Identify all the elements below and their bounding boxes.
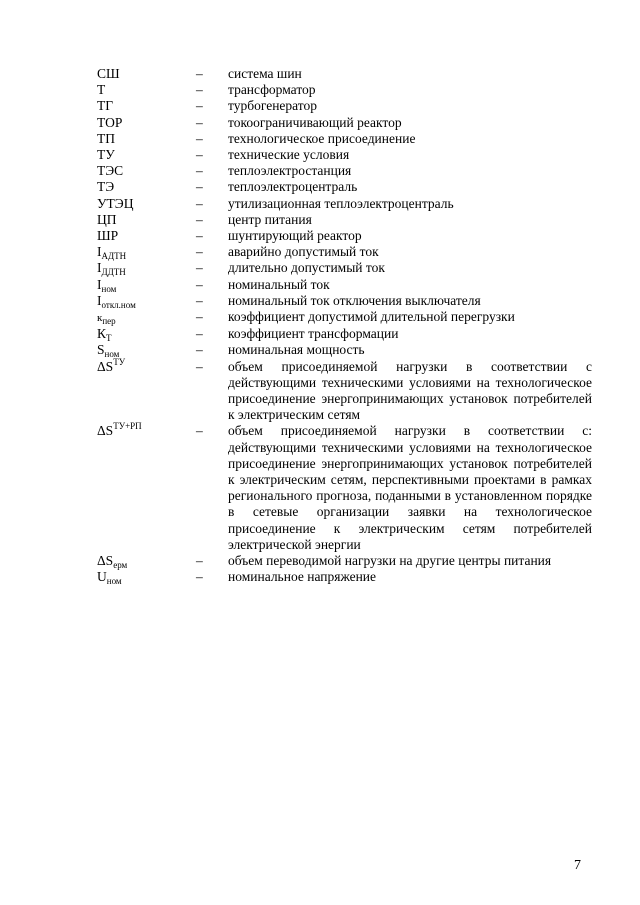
abbreviation-row xyxy=(97,326,592,342)
abbreviation-row xyxy=(97,131,592,147)
dash: – xyxy=(196,82,203,98)
dash: – xyxy=(196,423,203,439)
abbreviation-definition: объем переводимой нагрузки на другие центры питания xyxy=(228,553,552,569)
dash: – xyxy=(196,147,203,163)
symbol-term xyxy=(97,293,196,309)
abbreviation-definition: технологическое присоединение xyxy=(228,130,416,146)
abbreviation-row xyxy=(97,163,592,179)
symbol-subscript: пер xyxy=(102,316,116,327)
abbreviation-definition: объем присоединяемой нагрузки в соответствии с действующими техническими условиями на технологическое присоединение энергопринимающих установок потребителей к электрическим сетям xyxy=(228,358,592,423)
page-number: 7 xyxy=(574,858,581,873)
abbreviation-row xyxy=(97,147,592,163)
symbol-subscript: ном xyxy=(106,576,122,587)
abbreviation-term: Т xyxy=(97,82,106,98)
dash: – xyxy=(196,569,203,585)
dash: – xyxy=(196,309,203,325)
abbreviation-definition: система шин xyxy=(228,66,302,81)
dash: – xyxy=(196,326,203,342)
abbreviation-term: ТГ xyxy=(97,98,114,114)
abbreviation-row xyxy=(97,212,592,228)
dash: – xyxy=(196,358,203,374)
symbol-main: ΔS xyxy=(97,358,114,374)
abbreviation-definition: номинальный ток отключения выключателя xyxy=(228,292,481,308)
symbol-main: К xyxy=(97,326,107,342)
abbreviation-definition: трансформатор xyxy=(228,82,316,98)
abbreviation-term: ШР xyxy=(97,228,119,244)
symbol-main: к xyxy=(97,312,103,325)
abbreviation-row xyxy=(97,115,592,131)
symbol-main: U xyxy=(97,569,107,585)
abbreviation-definition: теплоэлектростанция xyxy=(228,163,352,179)
abbreviation-definition: шунтирующий реактор xyxy=(228,228,362,244)
abbreviation-definition: объем присоединяемой нагрузки в соответствии с: действующими техническими условиями на технологическое присоединение энергопринимающих установок потребителей к электрическим сетям, перспективными проектами в рамках регионального прогноза, поданными в установленном порядке в сетевые организации заявки на технологическое присоединение к электрическим сетям потребителей электрической энергии xyxy=(228,423,592,552)
abbreviation-definition: турбогенератор xyxy=(228,98,318,114)
abbreviation-row xyxy=(97,342,592,358)
abbreviation-row xyxy=(97,260,592,276)
abbreviation-row xyxy=(97,277,592,293)
symbol-term xyxy=(97,423,196,439)
abbreviation-row xyxy=(97,553,592,569)
symbol-term xyxy=(97,569,196,585)
abbreviation-definition: утилизационная теплоэлектроцентраль xyxy=(228,195,454,211)
abbreviation-term: СШ xyxy=(97,66,120,81)
abbreviation-definition: номинальный ток xyxy=(228,276,330,292)
symbol-subscript: откл.ном xyxy=(101,299,136,310)
symbol-main: I xyxy=(97,260,102,276)
symbol-subscript: ном xyxy=(104,349,120,360)
symbol-term xyxy=(97,260,196,276)
abbreviation-row xyxy=(97,309,592,326)
abbreviation-definition: номинальное напряжение xyxy=(228,569,377,585)
symbol-term xyxy=(97,553,196,569)
abbreviation-row xyxy=(97,66,592,82)
abbreviation-row xyxy=(97,82,592,98)
dash: – xyxy=(196,98,203,114)
symbol-subscript: ДДТН xyxy=(101,267,126,278)
dash: – xyxy=(196,244,203,260)
symbol-term xyxy=(97,277,196,293)
symbol-main: I xyxy=(97,292,102,308)
dash: – xyxy=(196,179,203,195)
dash: – xyxy=(196,195,203,211)
symbol-subscript: Т xyxy=(106,333,112,344)
abbreviation-row xyxy=(97,423,592,553)
symbol-term xyxy=(97,244,196,260)
abbreviation-definition: номинальная мощность xyxy=(228,342,365,358)
abbreviation-row xyxy=(97,244,592,260)
abbreviation-definition: коэффициент трансформации xyxy=(228,326,399,342)
abbreviation-definition: теплоэлектроцентраль xyxy=(228,179,358,195)
abbreviation-row xyxy=(97,293,592,309)
dash: – xyxy=(196,66,203,81)
abbreviation-row xyxy=(97,179,592,195)
abbreviation-term: ТУ xyxy=(97,147,115,163)
abbreviation-list xyxy=(97,66,592,586)
symbol-main: I xyxy=(97,276,102,292)
symbol-subscript: ерм xyxy=(113,560,128,571)
abbreviation-definition: аварийно допустимый ток xyxy=(228,244,379,260)
symbol-subscript: ном xyxy=(101,283,117,294)
abbreviation-row xyxy=(97,569,592,585)
abbreviation-row xyxy=(97,98,592,114)
abbreviation-term: ЦП xyxy=(97,211,117,227)
dash: – xyxy=(196,228,203,244)
symbol-term xyxy=(97,309,196,326)
dash: – xyxy=(196,260,203,276)
symbol-superscript: ТУ xyxy=(113,356,126,367)
abbreviation-term: УТЭЦ xyxy=(97,195,134,211)
symbol-term xyxy=(97,342,196,358)
symbol-main: I xyxy=(97,244,102,260)
dash: – xyxy=(196,276,203,292)
abbreviation-row xyxy=(97,228,592,244)
symbol-main: ΔS xyxy=(97,423,114,439)
dash: – xyxy=(196,342,203,358)
symbol-superscript: ТУ+РП xyxy=(113,421,142,432)
symbol-main: ΔS xyxy=(97,553,114,569)
abbreviation-definition: технические условия xyxy=(228,147,350,163)
dash: – xyxy=(196,130,203,146)
dash: – xyxy=(196,211,203,227)
abbreviation-definition: токоограничивающий реактор xyxy=(228,114,402,130)
abbreviation-row xyxy=(97,356,592,424)
abbreviation-definition: коэффициент допустимой длительной перегрузки xyxy=(228,309,515,325)
abbreviation-term: ТОР xyxy=(97,114,123,130)
dash: – xyxy=(196,163,203,179)
abbreviation-definition: центр питания xyxy=(228,211,312,227)
symbol-subscript: АДТН xyxy=(101,251,127,262)
abbreviation-term: ТЭ xyxy=(97,179,115,195)
dash: – xyxy=(196,292,203,308)
symbol-term xyxy=(97,326,196,342)
abbreviation-definition: длительно допустимый ток xyxy=(228,260,385,276)
abbreviation-row xyxy=(97,196,592,212)
symbol-term xyxy=(97,356,196,375)
dash: – xyxy=(196,553,203,569)
abbreviation-term: ТП xyxy=(97,130,115,146)
dash: – xyxy=(196,114,203,130)
symbol-main: S xyxy=(97,342,105,358)
abbreviation-term: ТЭС xyxy=(97,163,124,179)
